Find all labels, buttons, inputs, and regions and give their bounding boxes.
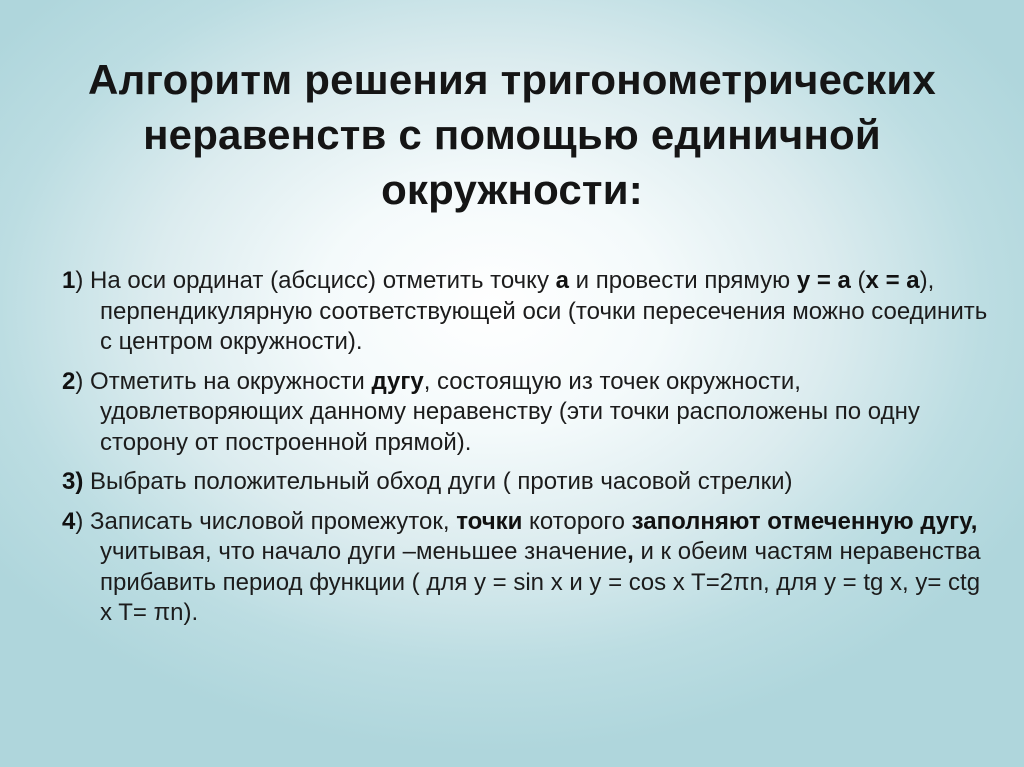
title-line-3: окружности: bbox=[381, 166, 643, 213]
step-3-text: Выбрать положительный обход дуги ( против часовой стрелки) bbox=[83, 468, 793, 495]
step-4-comma: , bbox=[627, 538, 634, 565]
title-line-1: Алгоритм решения тригонометрических bbox=[88, 56, 936, 103]
step-4-text-4: и к обеим частям неравенства прибавить период функции ( для у = sin x и y = cos x T=2πn, для y = tg x, y= ctg x T= πn). bbox=[100, 538, 981, 626]
step-4 bbox=[62, 507, 992, 629]
step-3 bbox=[62, 467, 992, 498]
step-2-text: ) Отметить на окружности bbox=[75, 367, 372, 395]
step-4-number: 4 bbox=[62, 507, 76, 535]
step-4-fill-arc: заполняют отмеченную дугу, bbox=[631, 507, 978, 535]
title-line-2: неравенств с помощью единичной bbox=[143, 111, 881, 158]
step-2-text-2: , состоящую из точек окружности, удовлетворяющих данному неравенству (эти точки расположены по одну сторону от построенной прямой). bbox=[100, 367, 920, 456]
step-1-line-y: у = а bbox=[796, 267, 851, 294]
step-1-text-4: ), перпендикулярную соответствующей оси (точки пересечения можно соединить с центром окружности). bbox=[100, 267, 988, 355]
step-4-points: точки bbox=[456, 507, 523, 535]
step-1-line-x: х = а bbox=[865, 267, 920, 294]
step-3-number: 3) bbox=[62, 468, 84, 495]
step-2 bbox=[62, 367, 992, 459]
step-1-point-a: а bbox=[555, 267, 569, 294]
step-4-text-2: которого bbox=[522, 507, 632, 535]
slide-title bbox=[40, 52, 984, 217]
step-2-number: 2 bbox=[62, 367, 76, 395]
step-1-text-3: ( bbox=[850, 267, 866, 294]
algorithm-steps bbox=[62, 266, 992, 629]
step-1-number: 1 bbox=[62, 267, 76, 294]
step-1-text-2: и провести прямую bbox=[568, 267, 797, 294]
step-1 bbox=[62, 266, 992, 358]
step-4-text: ) Записать числовой промежуток, bbox=[75, 507, 457, 535]
step-1-text: ) На оси ординат (абсцисс) отметить точку bbox=[75, 267, 556, 294]
step-4-text-3: учитывая, что начало дуги –меньшее значение bbox=[100, 538, 628, 565]
step-2-arc: дугу bbox=[371, 367, 424, 395]
